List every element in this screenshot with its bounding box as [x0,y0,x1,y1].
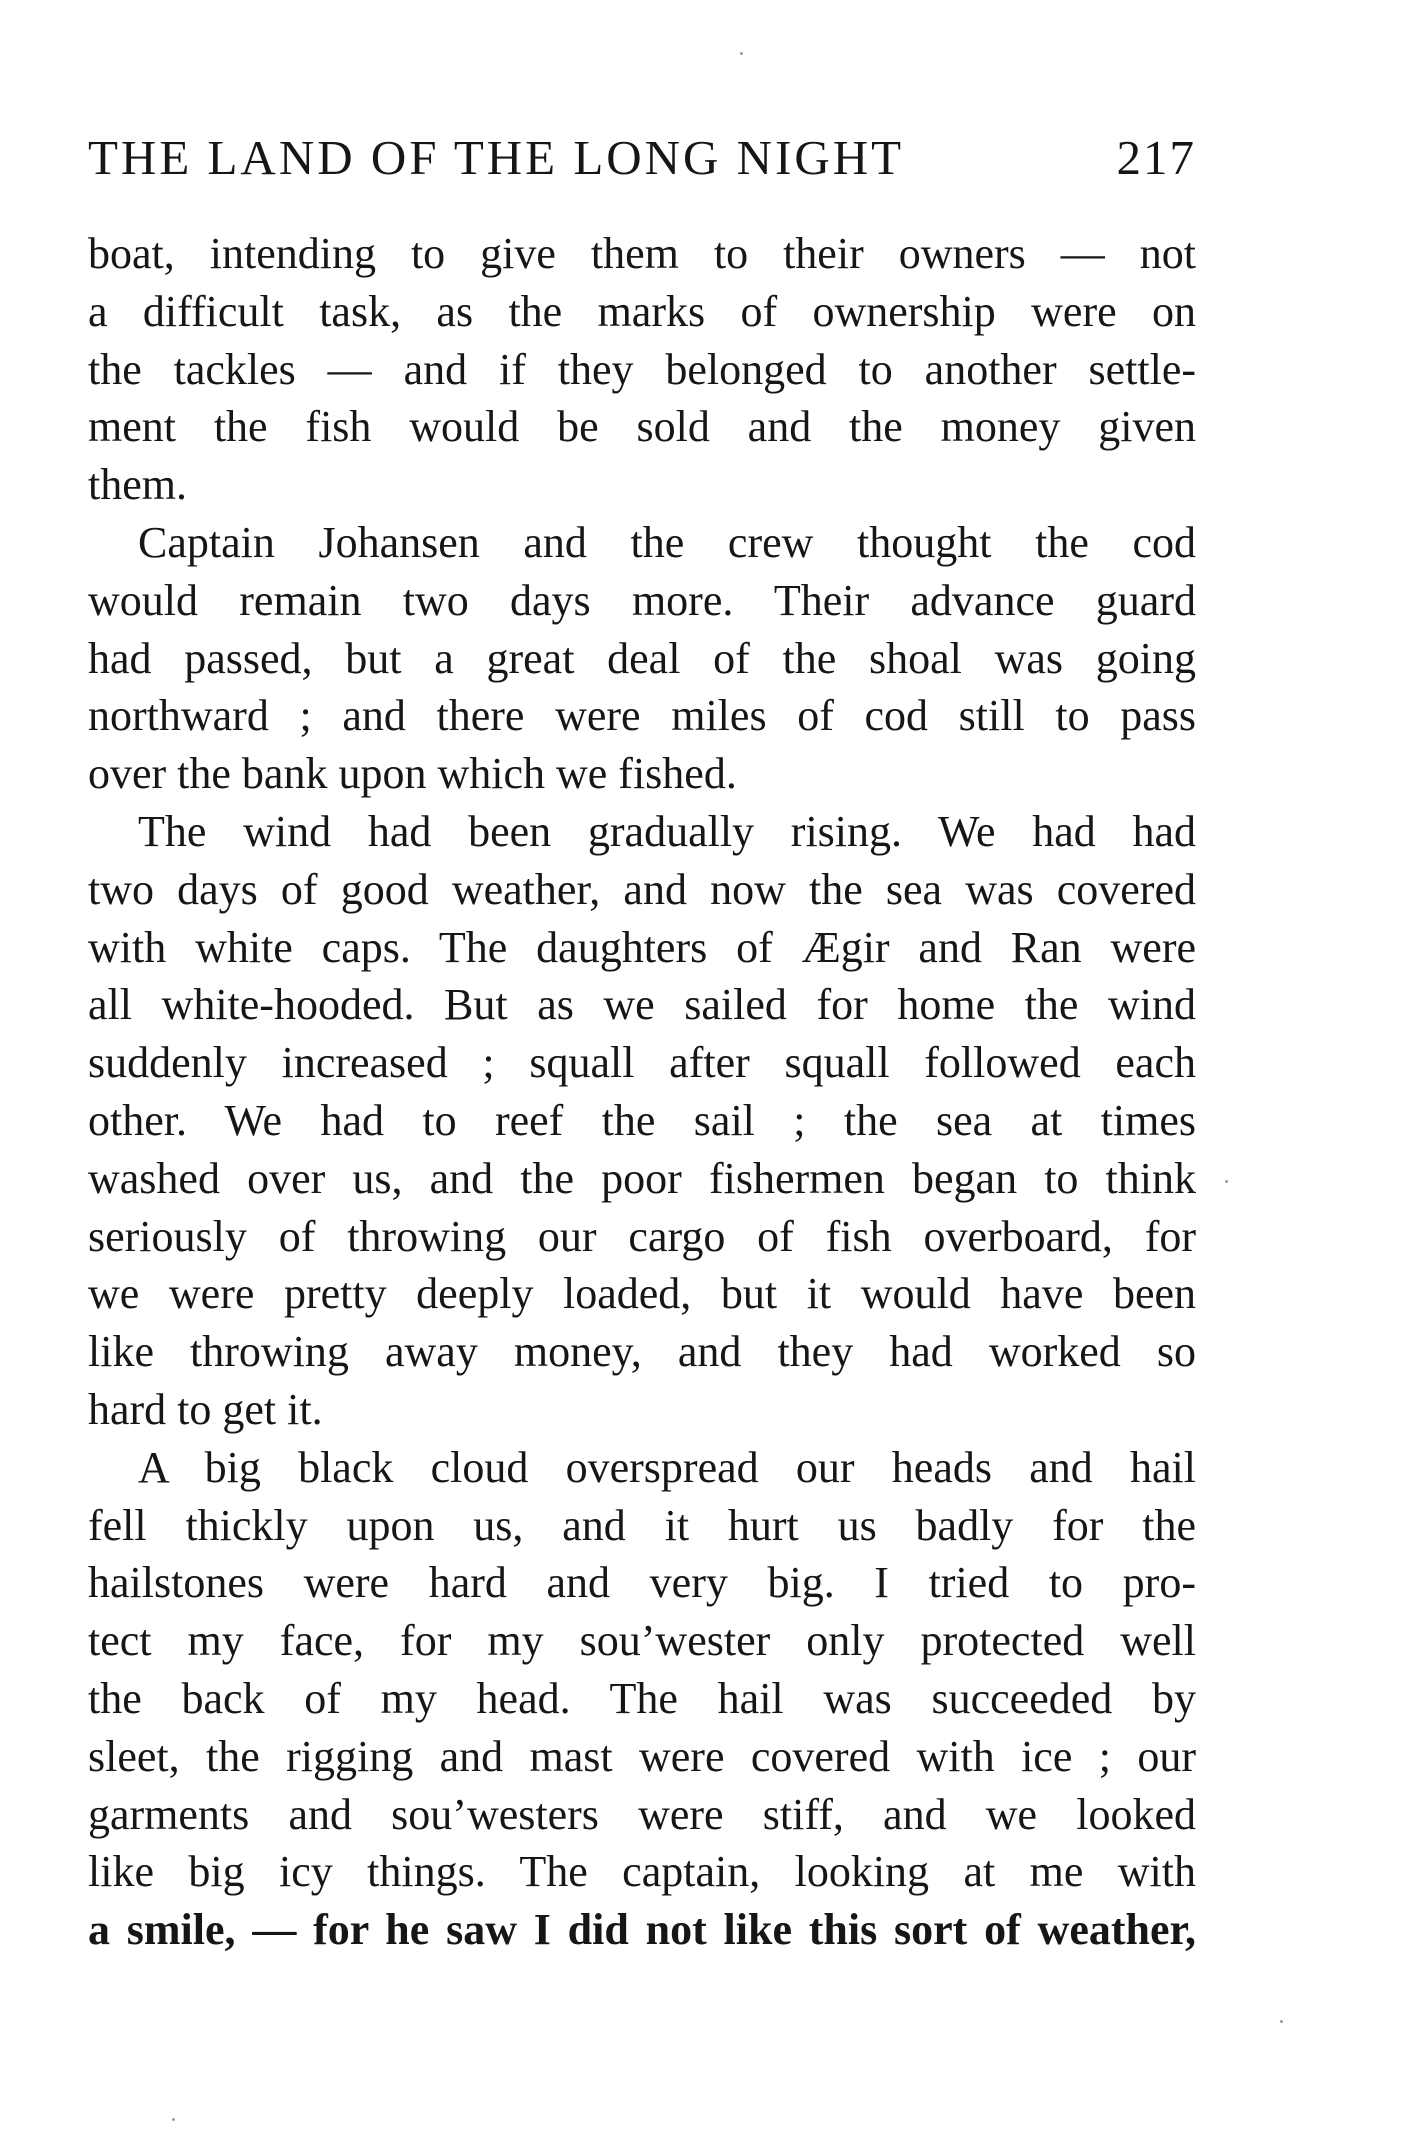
text-line: hailstones were hard and very big. I tried to pro- [88,1558,1196,1608]
body-text [88,225,1196,1959]
text-line: northward ; and there were miles of cod still to pass [88,691,1196,741]
text-line: boat, intending to give them to their owners — not [88,229,1196,278]
paper-speck [1225,1180,1228,1183]
text-line: hard to get it. [88,1384,323,1434]
text-line: a difficult task, as the marks of ownership were on [88,286,1196,336]
page-header [88,128,1196,188]
paper-speck [172,2118,175,2121]
text-line: tect my face, for my sou’wester only protected well [88,1616,1196,1666]
text-line: ment the fish would be sold and the money given [88,402,1196,452]
text-line: washed over us, and the poor fishermen began to think [88,1153,1196,1203]
text-line: The wind had been gradually rising. We had had [138,806,1196,856]
text-line: fell thickly upon us, and it hurt us badly for the [88,1500,1196,1550]
text-line: the back of my head. The hail was succeeded by [88,1673,1196,1723]
paper-speck [1280,2020,1283,2023]
text-line: garments and sou’westers were stiff, and we looked [88,1789,1196,1839]
text-line: we were pretty deeply loaded, but it would have been [88,1269,1196,1319]
paper-speck [740,52,743,55]
text-line: other. We had to reef the sail ; the sea at times [88,1095,1196,1145]
text-line: would remain two days more. Their advance guard [88,575,1196,625]
text-line: with white caps. The daughters of Ægir and Ran were [88,922,1196,972]
page-number: 217 [1116,130,1196,185]
text-line: over the bank upon which we fished. [88,749,737,799]
text-line: suddenly increased ; squall after squall followed each [88,1038,1196,1088]
text-line: Captain Johansen and the crew thought the cod [138,517,1196,567]
text-line: seriously of throwing our cargo of fish overboard, for [88,1211,1196,1261]
text-line: a smile, — for he saw I did not like this sort of weather, [88,1905,1196,1955]
running-title: THE LAND OF THE LONG NIGHT [88,130,905,185]
text-line: A big black cloud overspread our heads and hail [138,1442,1196,1492]
text-line: the tackles — and if they belonged to another settle- [88,344,1196,394]
text-line: them. [88,460,187,510]
text-line: two days of good weather, and now the sea was covered [88,864,1196,914]
text-line: all white-hooded. But as we sailed for home the wind [88,980,1196,1030]
text-line: like big icy things. The captain, looking at me with [88,1847,1196,1897]
text-line: sleet, the rigging and mast were covered with ice ; our [88,1731,1196,1781]
text-line: like throwing away money, and they had worked so [88,1327,1196,1377]
text-line: had passed, but a great deal of the shoal was going [88,633,1196,683]
